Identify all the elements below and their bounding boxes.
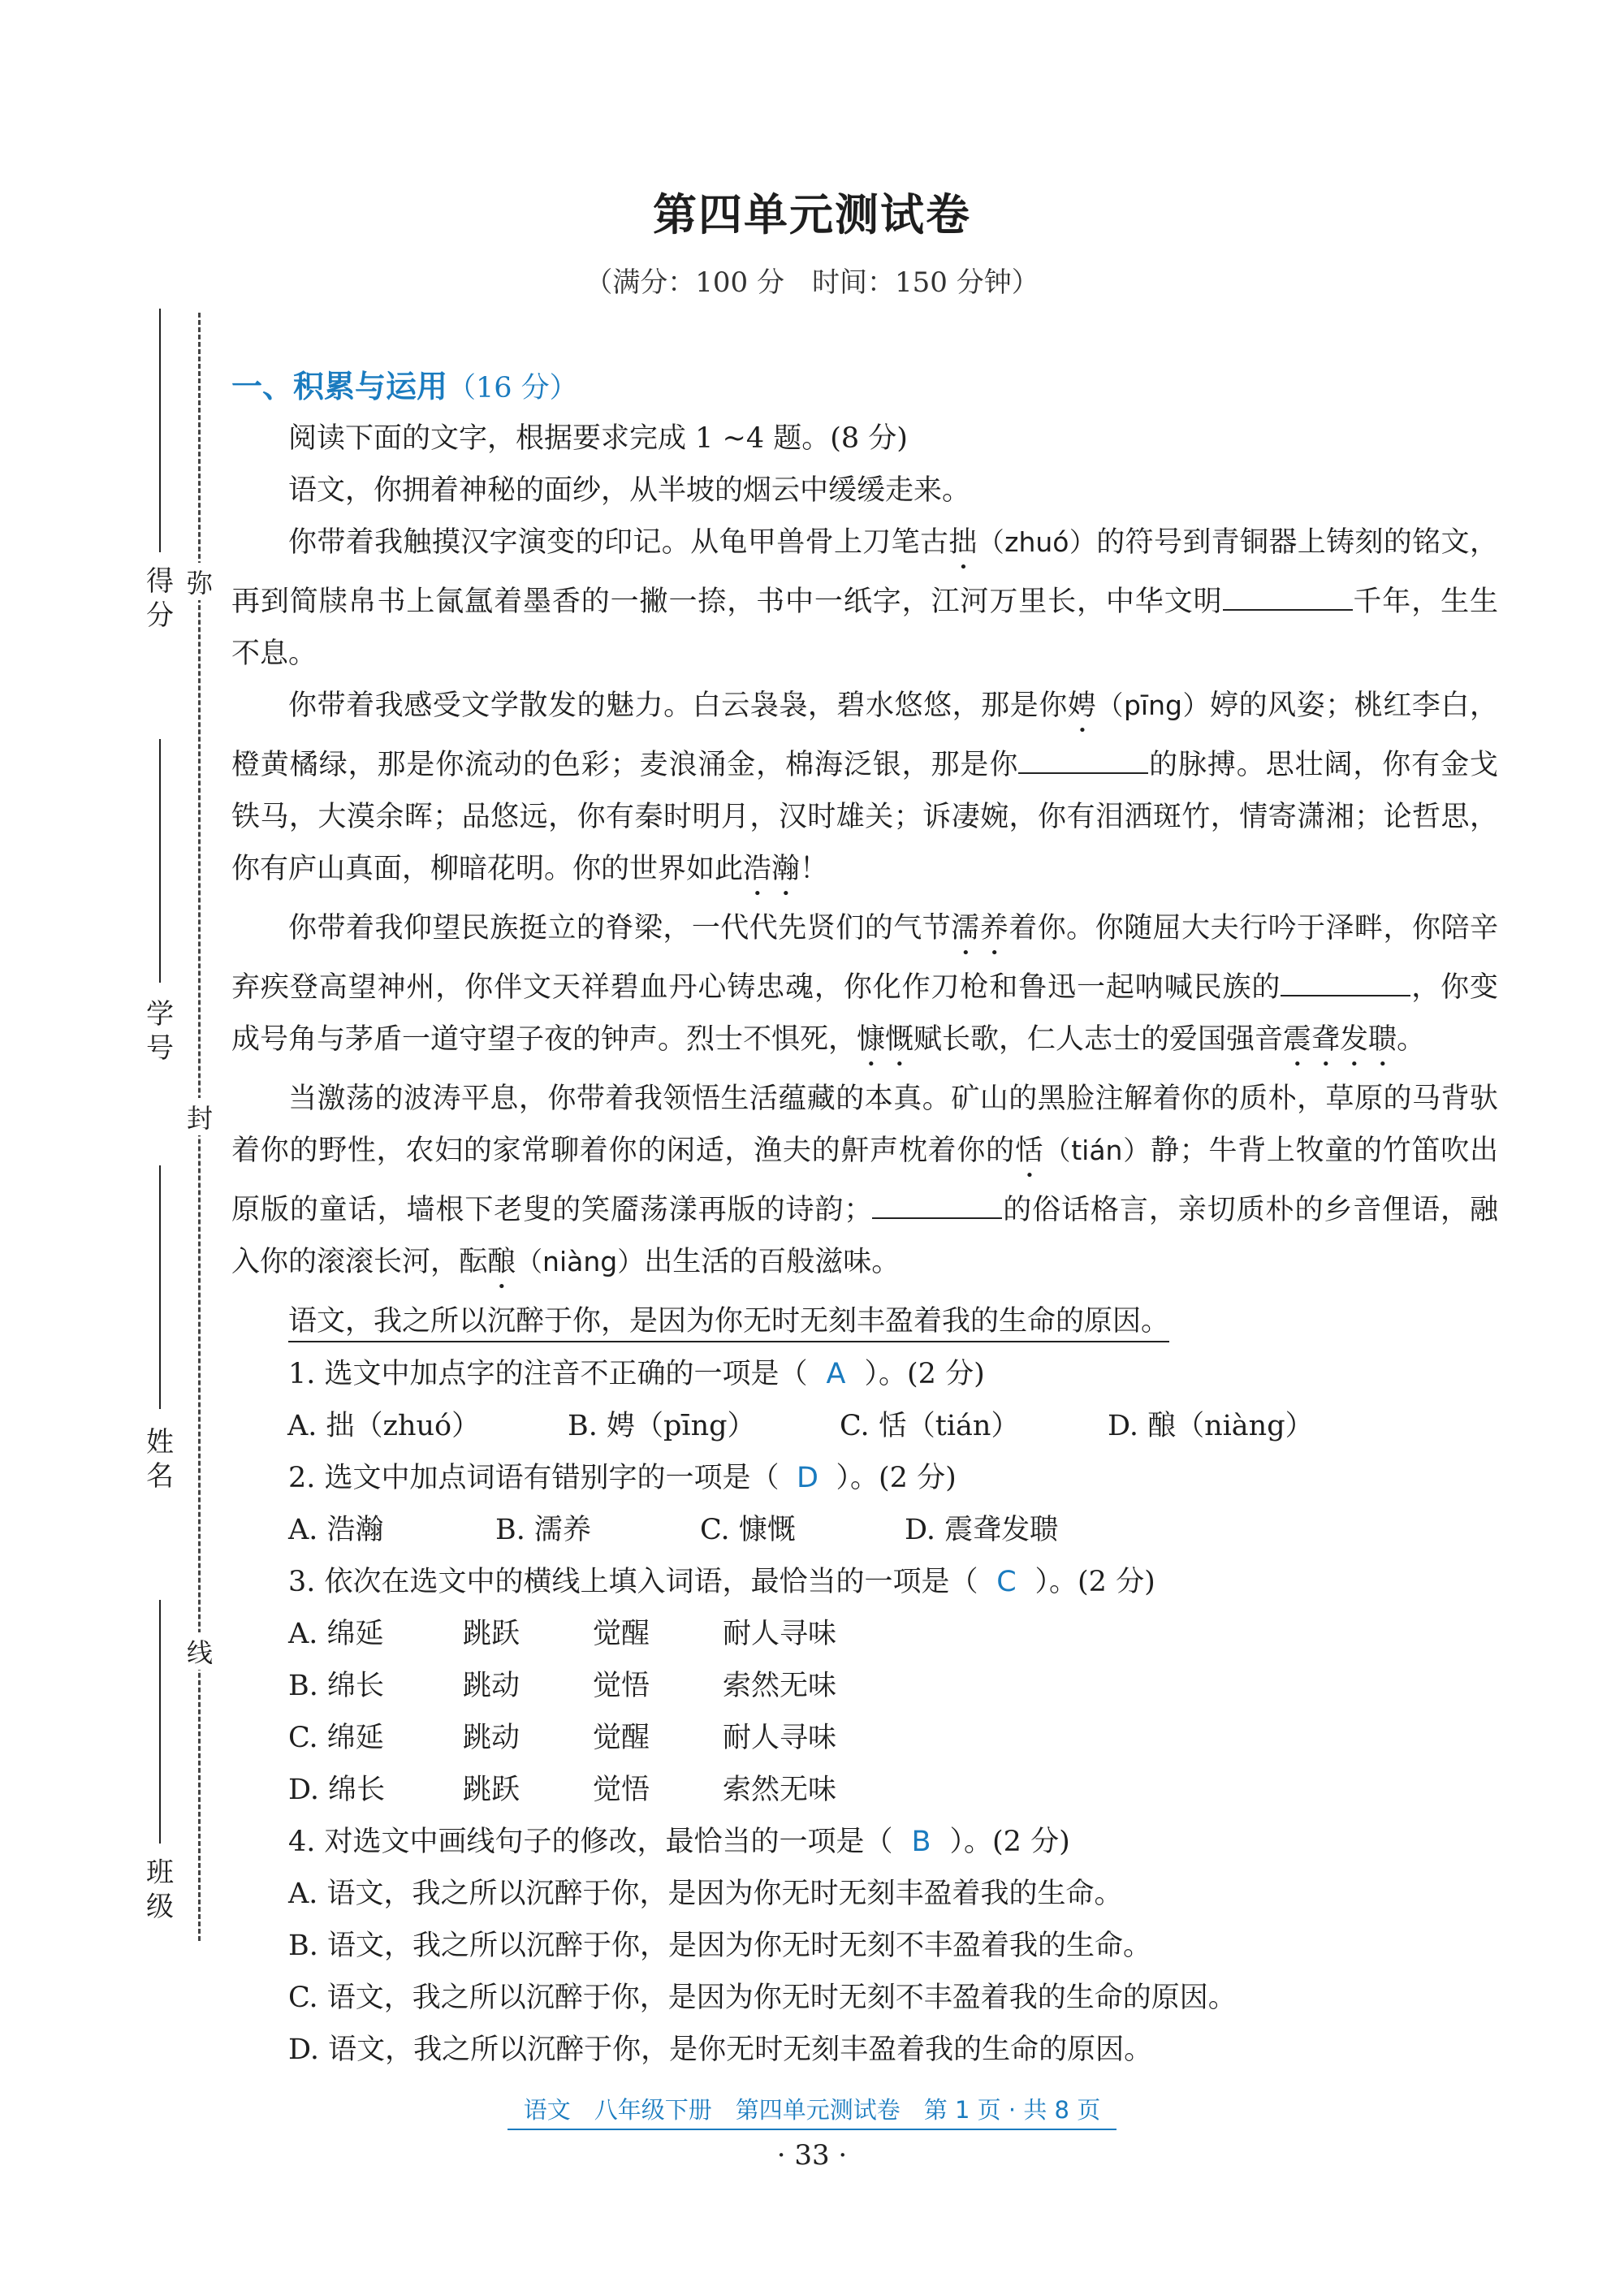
page-title: 第四单元测试卷 (653, 189, 971, 240)
margin-line-score (159, 309, 161, 552)
text-run: ，你变成号角与茅盾一道守望子夜的钟声。烈士不惧死， (231, 971, 1498, 1056)
text-run: 你带着我仰望民族挺立的脊梁，一代代先贤们的气节 (288, 912, 952, 944)
text-run: 你带着我触摸汉字演变的印记。从龟甲兽骨上刀笔古 (288, 526, 949, 559)
text-run: 的俗话格言，亲切质朴的乡音俚语，融入你的滚滚长河，酝 (231, 1194, 1498, 1278)
pinyin: （tián） (1043, 1135, 1151, 1166)
text-run: 出生活的百般滋味。 (644, 1246, 901, 1278)
question-stem (288, 1452, 1506, 1504)
option-word: 觉悟 (593, 1670, 650, 1702)
page-number: · 33 · (776, 2139, 848, 2172)
option-line[interactable]: C. 语文，我之所以沉醉于你，是因为你无时无刻不丰盈着我的生命的原因。 (288, 1982, 1237, 2014)
cut-mark-feng: 封 (182, 1098, 218, 1135)
reading-passage (231, 413, 1498, 1347)
option[interactable]: B. 濡养 (495, 1514, 591, 1546)
option-word: 索然无味 (723, 1670, 837, 1702)
passage-paragraph (231, 680, 1498, 902)
text-run: 的脉搏。思壮阔，你有金戈铁马，大漠余晖；品悠远，你有秦时明月，汉时雄关；诉凄婉，你有泪洒斑竹，情寄潇湘；论哲思，你有庐山真面，柳暗花明。你的世界如此 (231, 749, 1498, 885)
dotted-char: 拙 (948, 526, 978, 559)
text-run: 婷的风姿；桃红李白，橙黄橘绿，那是你流动的色彩；麦浪涌金，棉海泛银，那是你 (231, 689, 1498, 781)
passage-paragraph (231, 902, 1498, 1073)
class-label: 班级 (146, 1857, 174, 1923)
answer-mark: D (797, 1462, 818, 1494)
answer-mark: A (826, 1358, 846, 1390)
cut-mark-mi: 弥 (182, 563, 218, 600)
option-line[interactable]: B. 语文，我之所以沉醉于你，是因为你无时无刻不丰盈着我的生命。 (288, 1930, 1151, 1962)
passage-paragraph (231, 1295, 1498, 1347)
stem-text: 1. 选文中加点字的注音不正确的一项是（ (288, 1358, 808, 1390)
option-word: 跳动 (463, 1722, 520, 1754)
option[interactable]: D. 震聋发聩 (905, 1514, 1059, 1546)
option[interactable]: A. 拙（zhuó） (287, 1410, 481, 1442)
passage-paragraph (231, 517, 1498, 680)
option-row[interactable] (288, 1764, 1506, 1816)
stem-text: 2. 选文中加点词语有错别字的一项是（ (288, 1462, 780, 1494)
underlined-sentence: 语文，我之所以沉醉于你，是因为你无时无刻丰盈着我的生命的原因。 (288, 1305, 1169, 1342)
text-run: 当激荡的波涛平息，你带着我领悟生活蕴藏的本真。矿山的黑脸注解着你的质朴，草原的马背驮着你的野性，农妇的家常聊着你的闲适，渔夫的鼾声枕着你的 (231, 1083, 1498, 1167)
stem-text: ）。(2 分) (949, 1826, 1070, 1858)
margin-line-name (159, 1165, 161, 1409)
dotted-char: 酿 (487, 1246, 516, 1278)
option-label: C. 绵延 (288, 1722, 384, 1754)
section-title: 一、积累与运用 (231, 369, 448, 404)
pinyin: （zhuó） (977, 526, 1097, 558)
option-line[interactable]: A. 语文，我之所以沉醉于你，是因为你无时无刻丰盈着我的生命。 (288, 1878, 1123, 1910)
stem-text: ）。(2 分) (1034, 1566, 1155, 1598)
fill-blank[interactable] (872, 1190, 1002, 1219)
dotted-word: 濡养 (951, 912, 1009, 944)
option-label: D. 绵长 (288, 1774, 386, 1806)
option-label: B. 绵长 (288, 1670, 384, 1702)
option-row[interactable] (288, 1712, 1506, 1764)
fill-blank[interactable] (1018, 745, 1148, 774)
option-row[interactable] (288, 1608, 1506, 1660)
student-id-label: 学号 (146, 998, 174, 1065)
option-label: A. 绵延 (288, 1618, 384, 1650)
stem-text: 3. 依次在选文中的横线上填入词语，最恰当的一项是（ (288, 1566, 978, 1598)
name-label: 姓名 (146, 1426, 174, 1493)
passage-paragraph: 语文，你拥着神秘的面纱，从半坡的烟云中缓缓走来。 (288, 474, 971, 507)
option[interactable]: C. 慷慨 (700, 1514, 796, 1546)
dotted-word: 浩瀚 (743, 853, 801, 885)
dotted-word: 震聋发聩 (1283, 1023, 1397, 1056)
section-points: （16 分） (447, 372, 578, 404)
option-word: 跳跃 (463, 1618, 520, 1650)
fill-blank[interactable] (1223, 581, 1353, 611)
passage-intro: 阅读下面的文字，根据要求完成 1 ~4 题。(8 分) (288, 422, 908, 455)
stem-text: ）。(2 分) (836, 1462, 957, 1494)
question-stem (288, 1816, 1506, 1868)
option-word: 觉醒 (593, 1618, 650, 1650)
score-time-info: （满分：100 分 时间：150 分钟） (585, 266, 1039, 299)
stem-text: ）。(2 分) (864, 1358, 985, 1390)
section-heading (231, 361, 578, 406)
text-run: 的符号到青铜器上铸刻的铭文，再到简牍帛书上氤氲着墨香的一撇一捺，书中一纸字，江河万里长，中华文明 (231, 526, 1498, 618)
answer-mark: B (911, 1826, 931, 1858)
option-word: 耐人寻味 (723, 1722, 837, 1754)
score-label: 得分 (146, 565, 174, 632)
option[interactable]: A. 浩瀚 (288, 1514, 384, 1546)
question-list (288, 1348, 1506, 2076)
option-row[interactable] (288, 1660, 1506, 1712)
question-stem (288, 1348, 1506, 1400)
option-row (287, 1400, 1506, 1452)
fill-blank[interactable] (1281, 967, 1410, 996)
margin-line-class (159, 1600, 161, 1844)
answer-mark: C (996, 1566, 1017, 1598)
dotted-word: 慷慨 (857, 1023, 914, 1056)
dotted-char: 恬 (1014, 1135, 1044, 1167)
pinyin: （niàng） (516, 1246, 645, 1277)
cut-mark-xian: 线 (182, 1632, 218, 1670)
option[interactable]: B. 娉（pīng） (568, 1410, 756, 1442)
option-word: 跳动 (463, 1670, 520, 1702)
option-word: 觉悟 (593, 1774, 650, 1806)
text-run: 静；牛背上牧童的竹笛吹出原版的童话，墙根下老叟的笑靥荡漾再版的诗韵； (231, 1135, 1498, 1226)
text-run: 赋长歌，仁人志士的爱国强音 (914, 1023, 1284, 1056)
option-word: 耐人寻味 (723, 1618, 837, 1650)
option-row (288, 1504, 1506, 1556)
text-run: 千年，生生不息。 (231, 586, 1498, 670)
option[interactable]: C. 恬（tián） (840, 1410, 1020, 1442)
option-word: 索然无味 (723, 1774, 837, 1806)
margin-line-id (159, 739, 161, 983)
text-run: 着你。你随屈大夫行吟于泽畔，你陪辛弃疾登高望神州，你伴文天祥碧血丹心铸忠魂，你化作刀枪和鲁迅一起呐喊民族的 (231, 912, 1498, 1004)
pinyin: （pīng） (1096, 689, 1211, 721)
footer-text: 语文 八年级下册 第四单元测试卷 第 1 页 · 共 8 页 (508, 2096, 1116, 2130)
passage-paragraph (231, 1073, 1498, 1295)
option-word: 跳跃 (463, 1774, 520, 1806)
text-run: 你带着我感受文学散发的魅力。白云袅袅，碧水悠悠，那是你 (288, 689, 1068, 722)
text-run: 。 (1397, 1023, 1426, 1056)
option-word: 觉醒 (593, 1722, 650, 1754)
page-footer (0, 2092, 1624, 2125)
stem-text: 4. 对选文中画线句子的修改，最恰当的一项是（ (288, 1826, 893, 1858)
text-run: ！ (800, 853, 829, 885)
option[interactable]: D. 酿（niàng） (1108, 1410, 1314, 1442)
question-stem (288, 1556, 1506, 1608)
option-line[interactable]: D. 语文，我之所以沉醉于你，是你无时无刻丰盈着我的生命的原因。 (288, 2034, 1153, 2066)
dotted-char: 娉 (1067, 689, 1097, 722)
